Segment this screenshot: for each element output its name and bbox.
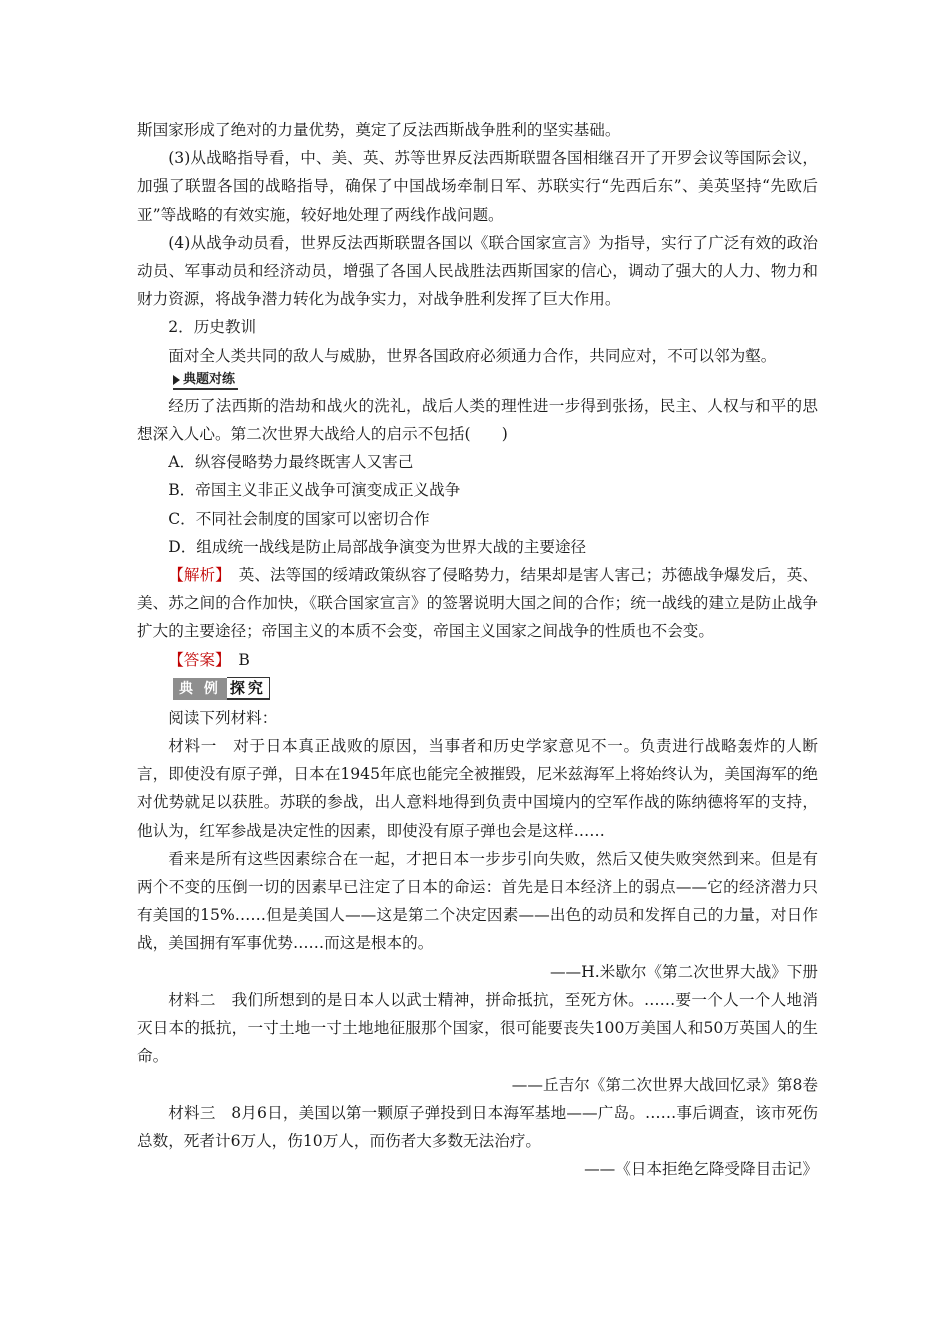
- material-three-source: ——《日本拒绝乞降受降目击记》: [584, 1160, 818, 1179]
- example-badge-row: [137, 674, 818, 704]
- analysis: [137, 561, 818, 646]
- material-two: 材料二 我们所想到的是日本人以武士精神，拼命抵抗，至死方休。……要一个人一个人地消灭日本的抵抗，一寸土地一寸土地地征服那个国家，很可能要丧失100万美国人和50万英国人的生命。: [137, 990, 818, 1066]
- example-badge: [173, 677, 270, 700]
- practice-badge: [173, 372, 238, 390]
- analysis-text: 英、法等国的绥靖政策纵容了侵略势力，结果却是害人害己；苏德战争爆发后，英、美、苏之间的合作加快，《联合国家宣言》的签署说明大国之间的合作；统一战线的建立是防止战争扩大的主要途径；帝国主义的本质不会变，帝国主义国家之间战争的性质也不会变。: [137, 566, 818, 641]
- paragraph-strategy-guidance: (3)从战略指导看，中、美、英、苏等世界反法西斯联盟各国相继召开了开罗会议等国际会议，加强了联盟各国的战略指导，确保了中国战场牵制日军、苏联实行“先西后东”、美英坚持“先欧后亚”等战略的有效实施，较好地处理了两线作战问题。: [137, 149, 818, 224]
- practice-badge-row: [137, 370, 818, 392]
- answer-label: 【答案】: [168, 650, 223, 669]
- material-two-source: ——丘吉尔《第二次世界大战回忆录》第8卷: [511, 1075, 818, 1094]
- paragraph-war-mobilization: (4)从战争动员看，世界反法西斯联盟各国以《联合国家宣言》为指导，实行了广泛有效的政治动员、军事动员和经济动员，增强了各国人民战胜法西斯国家的信心，调动了强大的人力、物力和财力资源，将战争潜力转化为战争实力，对战争胜利发挥了巨大作用。: [137, 233, 818, 309]
- material-one-part1: 材料一 对于日本真正战败的原因，当事者和历史学家意见不一。负责进行战略轰炸的人断言，即使没有原子弹，日本在1945年底也能完全被摧毁，尼米兹海军上将始终认为，美国海军的绝对优势就足以获胜。苏联的参战，出人意料地得到负责中国境内的空军作战的陈纳德将军的支持，他认为，红军参战是决定性的因素，即使没有原子弹也会是这样……: [137, 737, 818, 840]
- section-heading-lessons: 2．历史教训: [168, 318, 257, 337]
- material-one-source: ——H.米歇尔《第二次世界大战》下册: [549, 962, 818, 981]
- analysis-label: 【解析】: [168, 566, 224, 585]
- answer: [137, 646, 818, 674]
- option-a: A．纵容侵略势力最终既害人又害己: [168, 453, 414, 472]
- paragraph-strength-advantage: 斯国家形成了绝对的力量优势，奠定了反法西斯战争胜利的坚实基础。: [137, 121, 621, 139]
- option-d: D．组成统一战线是防止局部战争演变为世界大战的主要途径: [168, 537, 587, 556]
- paragraph-lessons: 面对全人类共同的敌人与威胁，世界各国政府必须通力合作，共同应对，不可以邻为壑。: [168, 346, 777, 365]
- material-one-part2: 看来是所有这些因素综合在一起，才把日本一步步引向失败，然后又使失败突然到来。但是有两个不变的压倒一切的因素早已注定了日本的命运：首先是日本经济上的弱点——它的经济潜力只有美国的15%……但是美国人——这是第二个决定因素——出色的动员和发挥自己的力量，对日作战，美国拥有军事优势……而这是根本的。: [137, 849, 818, 953]
- question-stem: 经历了法西斯的浩劫和战火的洗礼，战后人类的理性进一步得到张扬，民主、人权与和平的思想深入人心。第二次世界大战给人的启示不包括( ): [137, 396, 818, 444]
- option-c: C．不同社会制度的国家可以密切合作: [168, 509, 430, 528]
- material-three: 材料三 8月6日，美国以第一颗原子弹投到日本海军基地——广岛。……事后调查，该市死伤总数，死者计6万人，伤10万人，而伤者大多数无法治疗。: [137, 1103, 818, 1150]
- play-triangle-icon: [173, 375, 180, 385]
- practice-badge-label: 典题对练: [183, 371, 236, 387]
- document-page: [137, 116, 818, 1183]
- example-badge-box: 探究: [227, 677, 270, 700]
- example-badge-gray: 典 例: [173, 678, 227, 700]
- materials-intro: 阅读下列材料：: [168, 708, 278, 727]
- option-b: B．帝国主义非正义战争可演变成正义战争: [168, 481, 461, 500]
- answer-text: B: [222, 650, 250, 669]
